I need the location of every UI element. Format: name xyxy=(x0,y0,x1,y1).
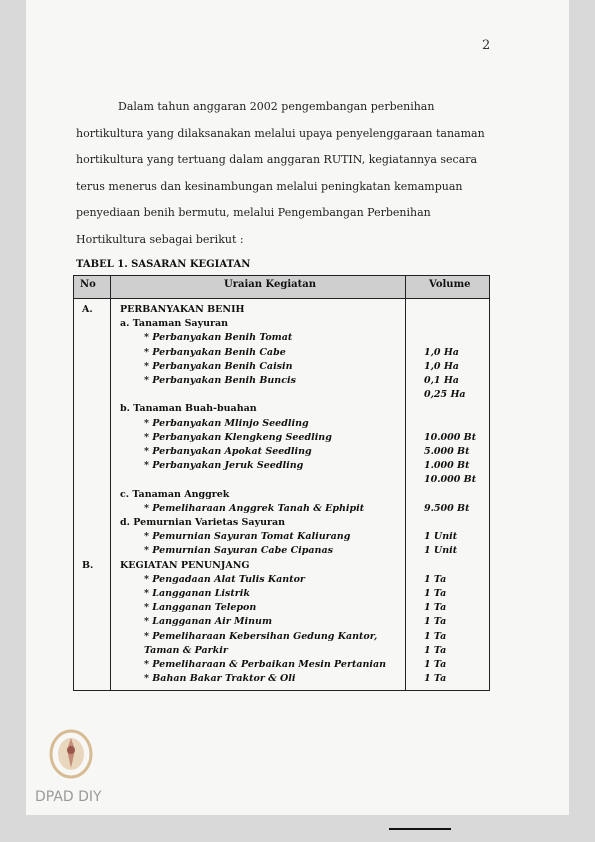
row-description: * Pemeliharaan Anggrek Tanah & Ephipit xyxy=(144,502,365,514)
row-volume: 1 Ta xyxy=(424,630,447,642)
table-row xyxy=(74,517,489,531)
row-volume: 1 Ta xyxy=(424,673,447,685)
table-title: TABEL 1. SASARAN KEGIATAN xyxy=(76,259,251,270)
row-description: d. Pemurnian Varietas Sayuran xyxy=(120,517,286,528)
page-number: 2 xyxy=(482,38,491,53)
row-volume: 9.500 Bt xyxy=(424,502,470,514)
row-volume: 1 Ta xyxy=(424,616,447,628)
table-row xyxy=(74,418,489,432)
row-description: * Perbanyakan Klengkeng Seedling xyxy=(144,431,332,443)
header-description: Uraian Kegiatan xyxy=(224,279,316,290)
table-row xyxy=(74,673,489,687)
row-volume: 1 Ta xyxy=(424,644,447,656)
table-row xyxy=(74,474,489,488)
row-description: * Perbanyakan Benih Buncis xyxy=(144,375,296,386)
paragraph-line: terus menerus dan kesinambungan melalui peningkatan kemampuan xyxy=(76,179,463,193)
row-volume: 10.000 Bt xyxy=(424,474,477,486)
row-description: * Perbanyakan Jeruk Seedling xyxy=(144,460,304,472)
row-description: * Pemurnian Sayuran Tomat Kaliurang xyxy=(144,531,351,543)
row-volume: 1,0 Ha xyxy=(424,346,459,358)
row-description: * Pengadaan Alat Tulis Kantor xyxy=(144,573,305,585)
table-row xyxy=(74,645,489,659)
row-description: b. Tanaman Buah-buahan xyxy=(120,403,257,415)
row-description: a. Tanaman Sayuran xyxy=(120,318,229,330)
row-description: PERBANYAKAN BENIH xyxy=(120,304,245,315)
row-volume: 1 Ta xyxy=(424,602,447,614)
table-row xyxy=(74,432,489,446)
table-row xyxy=(74,631,489,645)
row-description: * Pemeliharaan Kebersihan Gedung Kantor, xyxy=(144,630,378,642)
row-description: * Langganan Listrik xyxy=(144,588,250,599)
paragraph-line: hortikultura yang dilaksanakan melalui upaya penyelenggaraan tanaman xyxy=(76,126,485,140)
emblem-logo xyxy=(48,728,94,780)
paragraph-line: hortikultura yang tertuang dalam anggaran RUTIN, kegiatannya secara xyxy=(76,153,478,167)
table-row xyxy=(74,403,489,417)
table-row xyxy=(74,659,489,673)
row-volume: 1 Ta xyxy=(424,573,447,585)
table-row xyxy=(74,332,489,346)
row-description: * Perbanyakan Benih Caisin xyxy=(144,360,293,372)
table-row xyxy=(74,531,489,545)
row-description: * Pemeliharaan & Perbaikan Mesin Pertanian xyxy=(144,659,387,670)
paragraph-line: Hortikultura sebagai berikut : xyxy=(76,232,244,246)
table-header xyxy=(74,276,489,299)
table-row xyxy=(74,304,489,318)
table-row xyxy=(74,347,489,361)
paragraph-line: penyediaan benih bermutu, melalui Pengembangan Perbenihan xyxy=(76,206,431,220)
row-volume: 5.000 Bt xyxy=(424,446,470,457)
row-description: * Bahan Bakar Traktor & Oli xyxy=(144,673,296,685)
row-number: B. xyxy=(82,559,94,571)
row-volume: 1.000 Bt xyxy=(424,460,470,472)
row-volume: 0,25 Ha xyxy=(424,389,466,401)
table-row xyxy=(74,574,489,588)
row-volume: 10.000 Bt xyxy=(424,431,477,443)
row-description: c. Tanaman Anggrek xyxy=(120,488,230,500)
table-row xyxy=(74,446,489,460)
row-description: * Pemurnian Sayuran Cabe Cipanas xyxy=(144,545,333,557)
table-row xyxy=(74,560,489,574)
row-volume: 1 Ta xyxy=(424,588,447,599)
paragraph-line: Dalam tahun anggaran 2002 pengembangan perbenihan xyxy=(118,100,435,113)
table-row xyxy=(74,602,489,616)
watermark: DPAD DIY xyxy=(35,789,102,805)
row-volume: 1 Ta xyxy=(424,659,447,670)
row-description: * Langganan Telepon xyxy=(144,602,257,614)
row-number: A. xyxy=(82,304,93,315)
table-row xyxy=(74,389,489,403)
table-row xyxy=(74,318,489,332)
row-description: * Perbanyakan Mlinjo Seedling xyxy=(144,417,309,429)
row-volume: 1 Unit xyxy=(424,531,458,543)
table-row xyxy=(74,545,489,559)
activity-table xyxy=(73,275,490,691)
table-row xyxy=(74,460,489,474)
row-description: * Perbanyakan Apokat Seedling xyxy=(144,446,312,457)
header-no: No xyxy=(80,279,96,290)
table-row xyxy=(74,361,489,375)
row-description: * Perbanyakan Benih Tomat xyxy=(144,332,293,344)
row-description: * Langganan Air Minum xyxy=(144,616,273,628)
row-volume: 1 Unit xyxy=(424,545,458,557)
table-row xyxy=(74,616,489,630)
intro-paragraph xyxy=(76,94,494,254)
table-row xyxy=(74,489,489,503)
table-row xyxy=(74,375,489,389)
row-description: KEGIATAN PENUNJANG xyxy=(120,559,250,571)
row-volume: 0,1 Ha xyxy=(424,375,459,386)
footer-rule xyxy=(389,828,451,830)
header-volume: Volume xyxy=(429,279,471,290)
row-description: Taman & Parkir xyxy=(144,644,228,656)
table-row xyxy=(74,503,489,517)
row-description: * Perbanyakan Benih Cabe xyxy=(144,346,286,358)
table-row xyxy=(74,588,489,602)
row-volume: 1,0 Ha xyxy=(424,360,459,372)
